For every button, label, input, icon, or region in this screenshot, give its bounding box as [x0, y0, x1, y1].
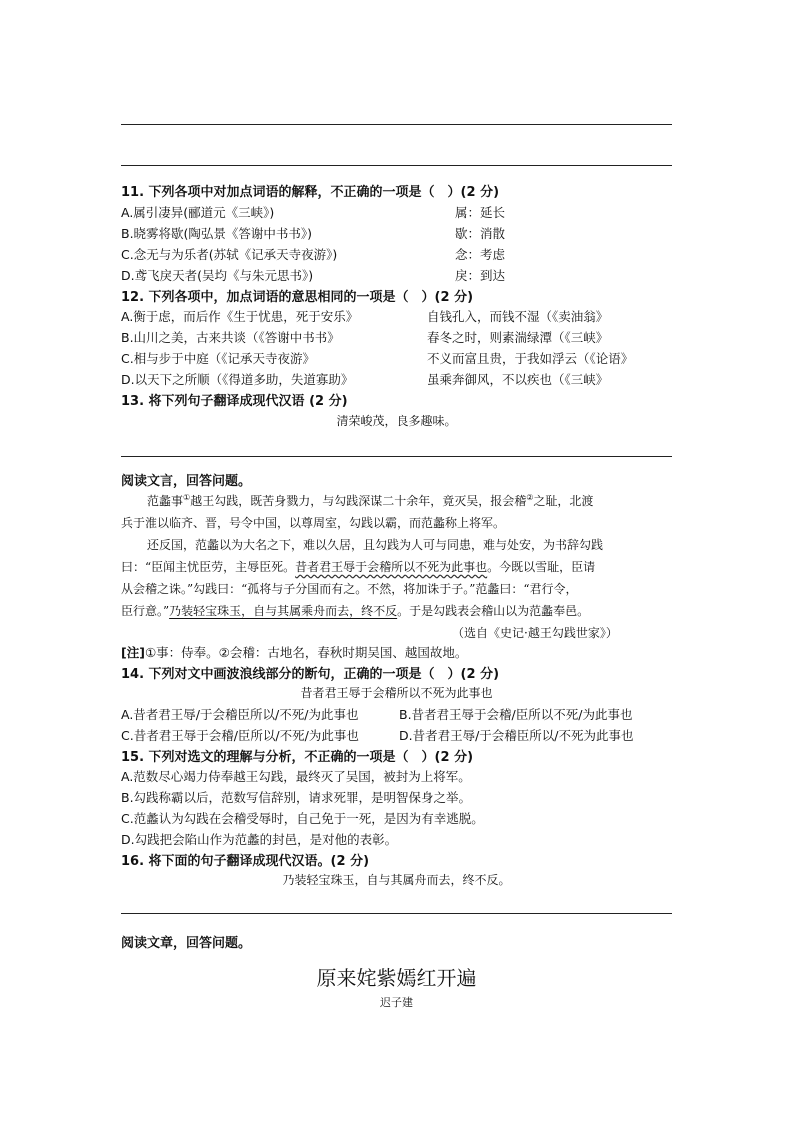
passage-line: 还反国，范蠡以为大名之下，难以久居，且勾践为人可与同患，难与处安，为书辞勾践: [147, 538, 604, 552]
q14-option-a: A.昔者君王辱/于会稽臣所以/不死/为此事也: [121, 707, 359, 722]
underlined-sentence: 乃装轻宝珠玉，自与其属乘舟而去，终不反: [169, 604, 398, 618]
question-11-title: 11. 下列各项中对加点词语的解释，不正确的一项是（ ）(2 分): [121, 185, 500, 200]
reading-heading: 阅读文言，回答问题。: [121, 474, 252, 489]
passage-line: 范蠡事①越王勾践，既苦身戮力，与勾践深谋二十余年，竟灭吴，报会稽②之耻，北渡: [147, 493, 594, 508]
q11-option-a-meaning: 属：延长: [455, 205, 506, 220]
answer-line: [121, 124, 672, 125]
q15-option-b: B.勾践称霸以后，范数写信辞别，请求死罪，是明智保身之举。: [121, 790, 472, 805]
q12-option-d-compare: 虽乘奔御风，不以疾也（《三峡》: [427, 372, 609, 387]
q15-option-d: D.勾践把会陷山作为范蠡的封邑，是对他的表彰。: [121, 832, 398, 847]
q11-option-b-meaning: 歇：消散: [455, 226, 506, 241]
q12-option-a: A.衡于虑，而后作《生于忧患，死于安乐》: [121, 309, 359, 324]
q11-option-d-meaning: 戾：到达: [455, 268, 506, 283]
question-16-title: 16. 将下面的句子翻译成现代汉语。(2 分): [121, 854, 370, 869]
question-12-title: 12. 下列各项中，加点词语的意思相同的一项是（ ）(2 分): [121, 290, 474, 305]
passage-line: 从会稽之诛。”勾践曰：“孤将与子分国而有之。不然，将加诛于子。”范蠡曰：“君行令，: [121, 582, 578, 596]
q14-option-c: C.昔者君王辱于会稽/臣所以/不死/为此事也: [121, 728, 359, 743]
q12-option-b-compare: 春冬之时，则素湍绿潭（《三峡》: [427, 330, 609, 345]
passage-line: 曰：“臣闻主忧臣劳，主辱臣死。昔者君王辱于会稽所以不死为此事也。今既以雪耻，臣请: [121, 560, 596, 574]
q12-option-c-compare: 不义而富且贵，于我如浮云（《论语》: [427, 351, 634, 366]
answer-line: [121, 165, 672, 166]
q16-sentence: 乃装轻宝珠玉，自与其属舟而去，终不反。: [282, 873, 511, 887]
answer-line: [121, 456, 672, 457]
passage-line: 兵于淮以临齐、晋，号令中国，以尊周室，勾践以霸，而范蠡称上将军。: [121, 516, 506, 530]
article-title: 原来姹紫嫣红开遍: [316, 966, 477, 990]
q14-option-d: D.昔者君王辱/于会稽臣所以/不死为此事也: [399, 728, 634, 743]
q14-sentence: 昔者君王辱于会稽所以不死为此事也: [300, 686, 493, 700]
q14-option-b: B.昔者君王辱于会稽/臣所以不死/为此事也: [399, 707, 633, 722]
q11-option-a: A.属引凄异(郦道元《三峡》): [121, 205, 275, 220]
question-13-title: 13. 将下列句子翻译成现代汉语 (2 分): [121, 394, 348, 409]
wavy-underlined-sentence: 昔者君王辱于会稽所以不死为此事也: [295, 560, 488, 574]
q12-option-c: C.相与步于中庭（《记承天寺夜游》: [121, 351, 315, 366]
answer-line: [121, 913, 672, 914]
passage-line: 臣行意。”乃装轻宝珠玉，自与其属乘舟而去，终不反。于是勾践表会稽山以为范蠡奉邑。: [121, 604, 590, 618]
q11-option-c: C.念无与为乐者(苏轼《记承天寺夜游》): [121, 247, 338, 262]
q15-option-a: A.范数尽心竭力侍奉越王勾践，最终灭了吴国，被封为上将军。: [121, 769, 471, 784]
q11-option-d: D.鸢飞戾天者(吴均《与朱元思书》): [121, 268, 314, 283]
q11-option-c-meaning: 念：考虑: [455, 247, 506, 262]
question-15-title: 15. 下列对选文的理解与分析，不正确的一项是（ ）(2 分): [121, 750, 474, 765]
q12-option-a-compare: 自钱孔入，而钱不湿（《卖油翁》: [427, 309, 609, 324]
passage-source: （选自《史记·越王勾践世家》）: [452, 626, 618, 640]
footnote: [注]①事：侍奉。②会稽：古地名，春秋时期吴国、越国故地。: [121, 645, 468, 660]
q15-option-c: C.范蠡认为勾践在会稽受辱时，自己免于一死，是因为有幸逃脱。: [121, 811, 484, 826]
q12-option-d: D.以天下之所顺（《得道多助，失道寡助》: [121, 372, 354, 387]
question-14-title: 14. 下列对文中画波浪线部分的断句，正确的一项是（ ）(2 分): [121, 667, 500, 682]
q12-option-b: B.山川之美，古来共谈（《答谢中书书》: [121, 330, 340, 345]
q13-sentence: 清荣峻茂，良多趣味。: [336, 414, 457, 428]
reading-heading: 阅读文章，回答问题。: [121, 936, 252, 951]
article-author: 迟子建: [380, 996, 413, 1009]
q11-option-b: B.晓雾将歇(陶弘景《答谢中书书》): [121, 226, 313, 241]
